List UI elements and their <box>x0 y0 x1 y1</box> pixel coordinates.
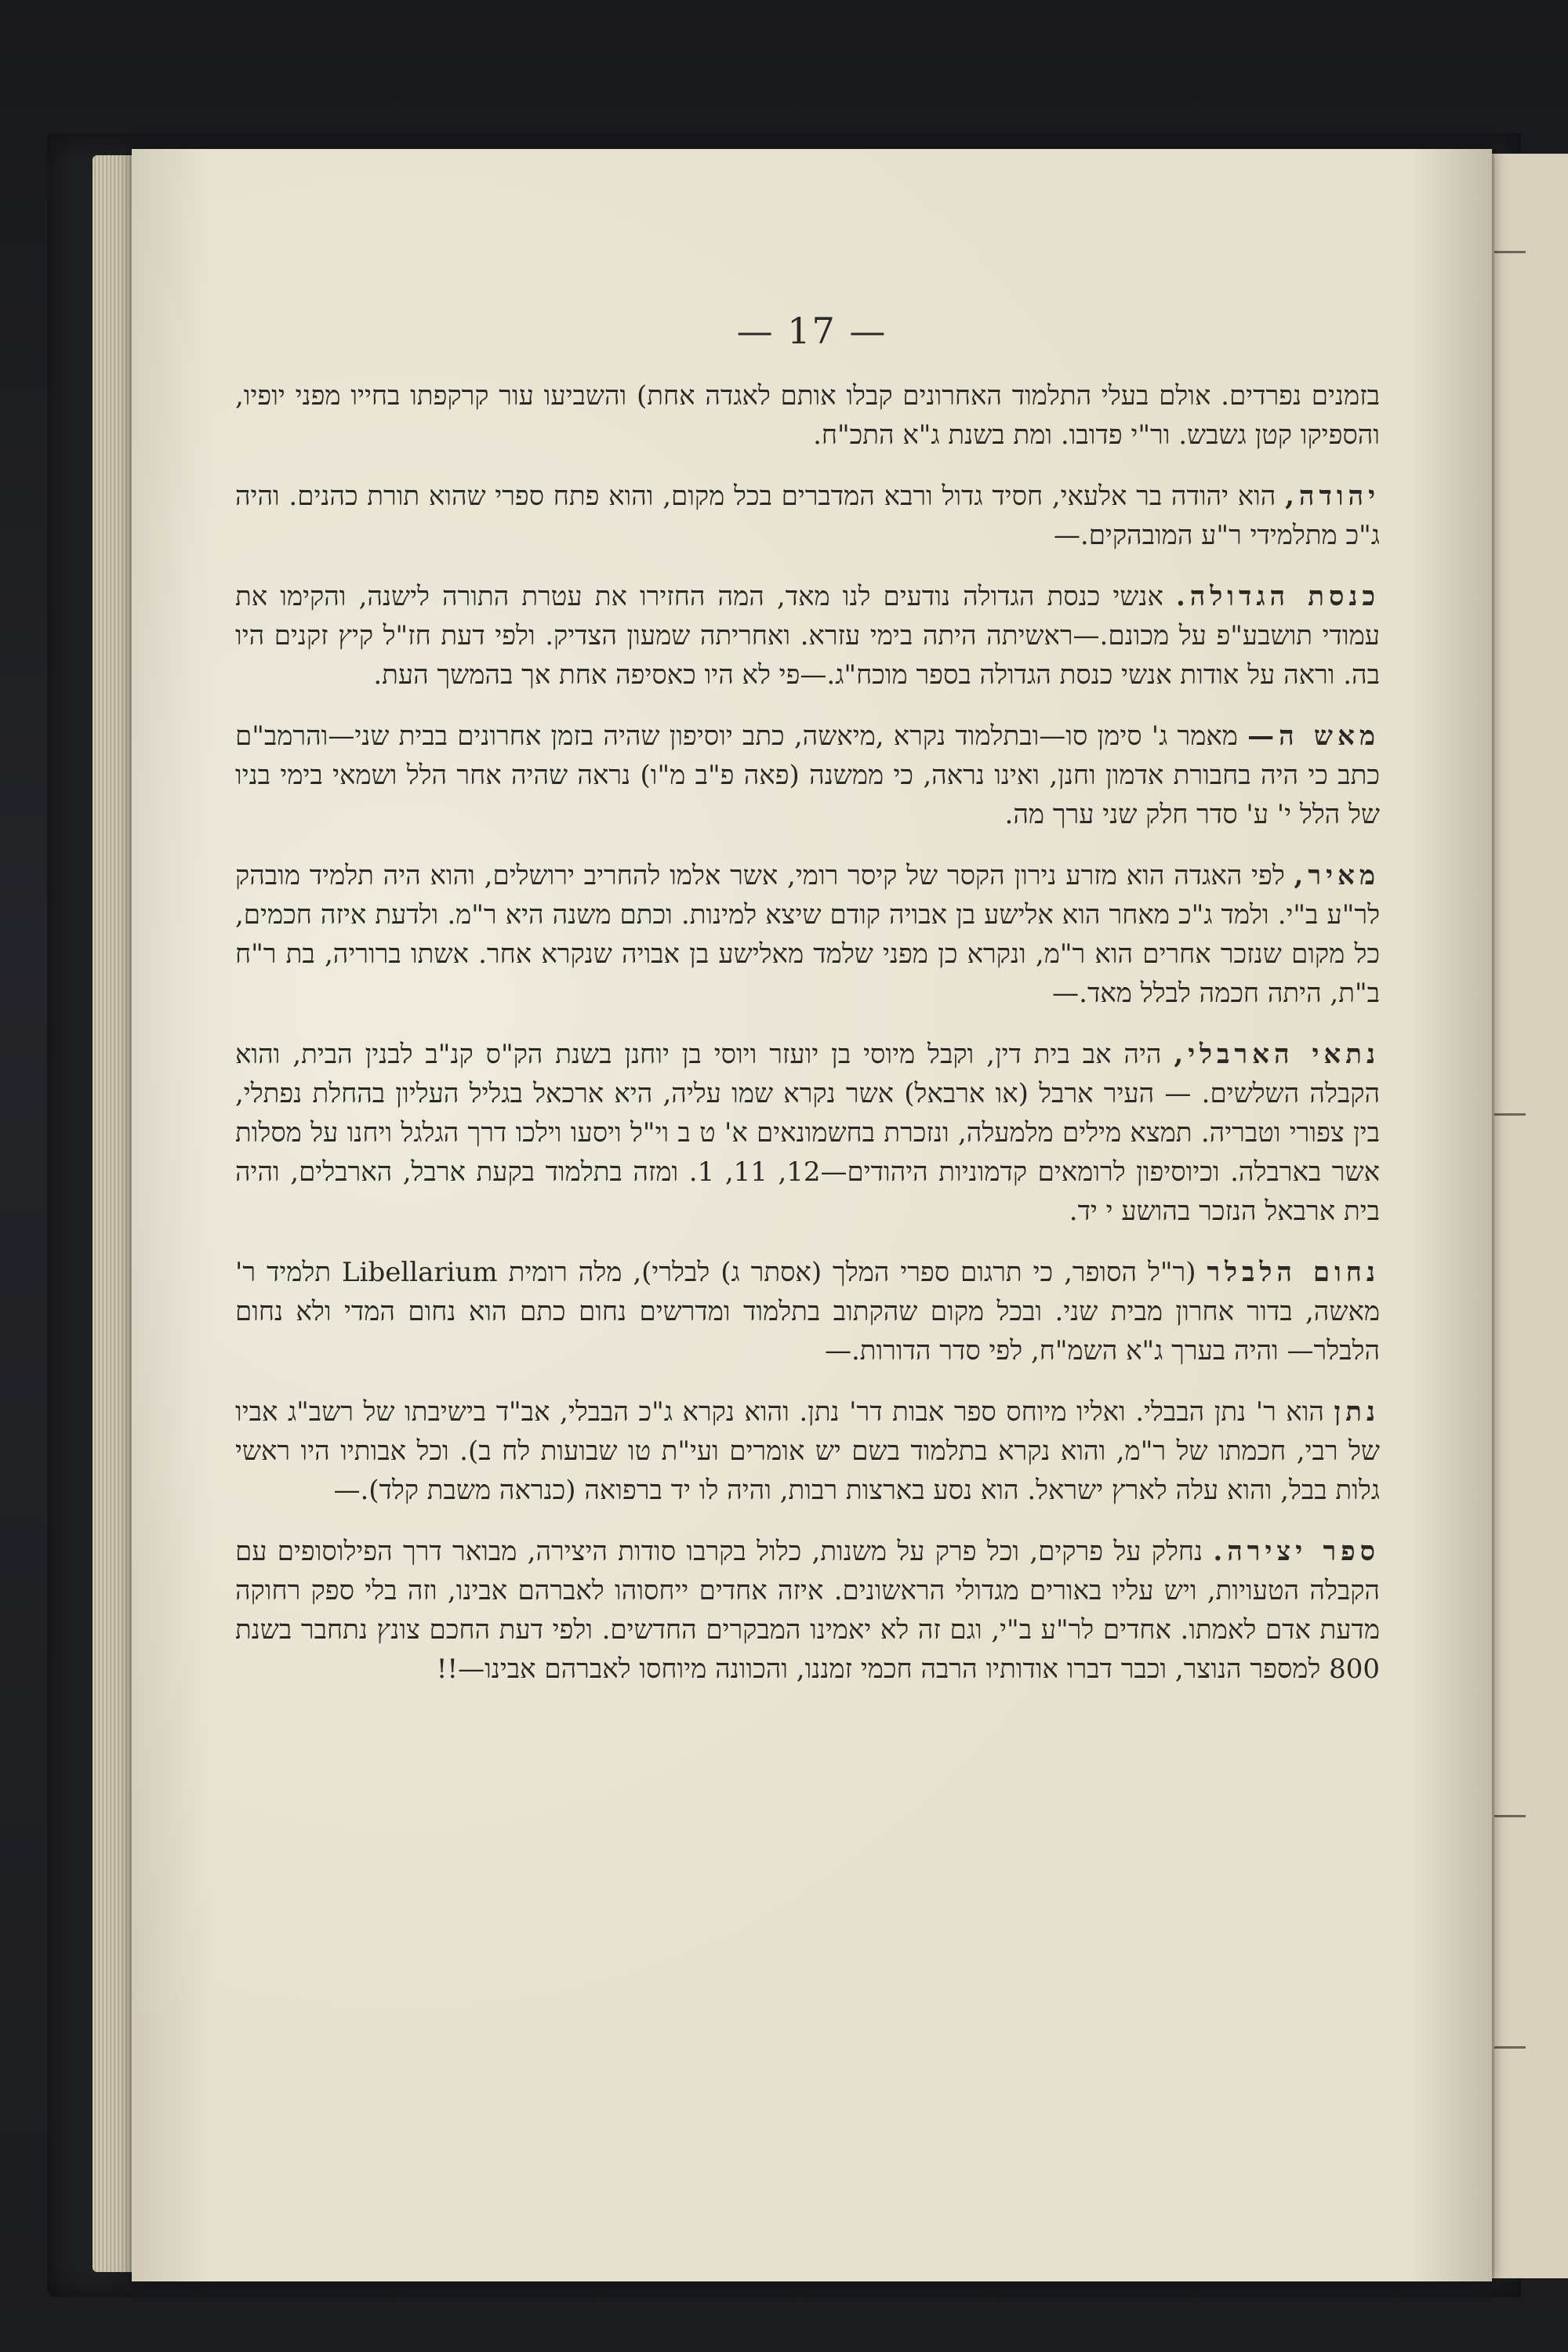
entry-term: מאיר, <box>1294 860 1380 891</box>
entry-paragraph <box>235 376 1380 455</box>
entry-text: היה אב בית דין, וקבל מיוסי בן יועזר ויוסי בן יוחנן בשנת הק"ס קנ"ב לבנין הבית, והוא הקבלה השלשים. — העיר ארבל (או ארבאל) אשר נקרא שמו עליה, היא ארכאל בגליל העליון בהחלת נפתלי, בין צפורי וטבריה. תמצא מילים מלמעלה, ונזכרת בחשמונאים א' ט ב וי"ל ויסעו וילכו דרך הגלגל ויחנו על מסלות אשר בארבלה. וכיוסיפון לרומאים קדמוניות היהודים—12, 11, 1. ומזה בתלמוד בקעת ארבל, הארבלים, והיה בית ארבאל הנזכר בהושע י יד. <box>235 1039 1380 1227</box>
entry-term: כנסת הגדולה. <box>1175 581 1380 612</box>
entry-paragraph <box>235 856 1380 1013</box>
entry-paragraph <box>235 1253 1380 1370</box>
facing-page-edge <box>1492 154 1568 2278</box>
entry-paragraph <box>235 1035 1380 1231</box>
entry-text: הוא ר' נתן הבבלי. ואליו מיוחס ספר אבות דר' נתן. והוא נקרא ג"כ הבבלי, אב"ד בישיבתו של רשב"ג אביו של רבי, חכמתו של ר"מ, והוא נקרא בתלמוד בשם יש אומרים ועי"ת טו שבועות לח ב). וכל אבותיו היו ראשי גלות בבל, והוא עלה לארץ ישראל. הוא נסע בארצות רבות, והיה לו יד ברפואה (כנראה משבת קלד).— <box>235 1396 1380 1506</box>
entry-text: מאמר ג' סימן סו—ובתלמוד נקרא ,מיאשה, כתב יוסיפון שהיה בזמן אחרונים בבית שני—והרמב"ם כתב כי היה בחבורת אדמון וחנן, ואינו נראה, כי ממשנה (פאה פ"ב מ"ו) נראה שהיה אחר הלל ושמאי בימי בניו של הלל י' ע' סדר חלק שני ערך מה. <box>235 720 1380 830</box>
binding-stitch <box>1494 251 1526 253</box>
page-number: — 17 — <box>736 310 887 352</box>
entry-text: (ר"ל הסופר, כי תרגום ספרי המלך (אסתר ג) לבלרי), מלה רומית Libellarium תלמיד ר' מאשה, בדור אחרון מבית שני. ובכל מקום שהקתוב בתלמוד ומדרשים נחום כתם הוא נחום המדי ולא נחום הלבלר— והיה בערך ג"א השמ"ח, לפי סדר הדורות.— <box>235 1257 1380 1367</box>
entry-term: מאש ה— <box>1247 720 1380 752</box>
entry-term: יהודה, <box>1285 481 1380 512</box>
entry-term: נחום הלבלר <box>1207 1257 1380 1288</box>
page-body-text <box>235 376 1380 1711</box>
binding-stitch <box>1494 2046 1526 2049</box>
entry-paragraph <box>235 1532 1380 1689</box>
entry-text: הוא יהודה בר אלעאי, חסיד גדול ורבא המדברים בכל מקום, והוא פתח ספרי שהוא תורת כהנים. והיה ג"כ מתלמידי ר"ע המובהקים.— <box>235 481 1380 551</box>
binding-stitch <box>1494 1815 1526 1817</box>
entry-paragraph <box>235 477 1380 555</box>
entry-term: נתאי הארבלי, <box>1174 1039 1380 1070</box>
entry-paragraph <box>235 1392 1380 1510</box>
entry-paragraph <box>235 577 1380 695</box>
binding-stitch <box>1494 1113 1526 1116</box>
entry-term: ספר יצירה. <box>1213 1536 1380 1567</box>
entry-text: נחלק על פרקים, וכל פרק על משנות, כלול בקרבו סודות היצירה, מבואר דרך הפילוסופים עם הקבלה הטעויות, ויש עליו באורים מגדולי הראשונים. איזה אחדים ייחסוהו לאברהם אבינו, וזה בלי ספק רחוקה מדעת אדם לאמתו. אחדים לר"ע ב"י, וגם זה לא יאמינו המבקרים החדשים. ולפי דעת החכם צונץ נתחבר בשנת 800 למספר הנוצר, וכבר דברו אודותיו הרבה חכמי זמננו, והכוונה מיוחסו לאברהם אבינו—!! <box>235 1536 1380 1685</box>
entry-text: בזמנים נפרדים. אולם בעלי התלמוד האחרונים קבלו אותם לאגדה אחת) והשביעו עור קרקפתו בחייו מפני יופיו, והספיקו קטן גשבש. ור"י פדובו. ומת בשנת ג"א התכ"ח. <box>235 380 1380 451</box>
entry-paragraph <box>235 717 1380 834</box>
entry-text: לפי האגדה הוא מזרע נירון הקסר של קיסר רומי, אשר אלמו להחריב ירושלים, והוא היה תלמיד מובהק לר"ע ב"י. ולמד ג"כ מאחר הוא אלישע בן אבויה קודם שיצא למינות. וכתם משנה היא ר"מ. ולדעת איזה חכמים, כל מקום שנזכר אחרים הוא ר"מ, ונקרא כן מפני שלמד מאלישע בן אבויה שנקרא אחר. אשתו ברוריה, בת ר"ח ב"ת, היתה חכמה לבלל מאד.— <box>235 860 1380 1009</box>
entry-term: נתן <box>1334 1396 1380 1428</box>
entry-text: אנשי כנסת הגדולה נודעים לנו מאד, המה החזירו את עטרת התורה לישנה, והקימו את עמודי תושבע"פ על מכונם.—ראשיתה היתה בימי עזרא. ואחריתה שמעון הצדיק. ולפי דעת חז"ל קיץ זקנים היו בה. וראה על אודות אנשי כנסת הגדולה בספר מוכח"ג.—פי לא היו כאסיפה אחת אך בהמשך העת. <box>235 581 1380 691</box>
